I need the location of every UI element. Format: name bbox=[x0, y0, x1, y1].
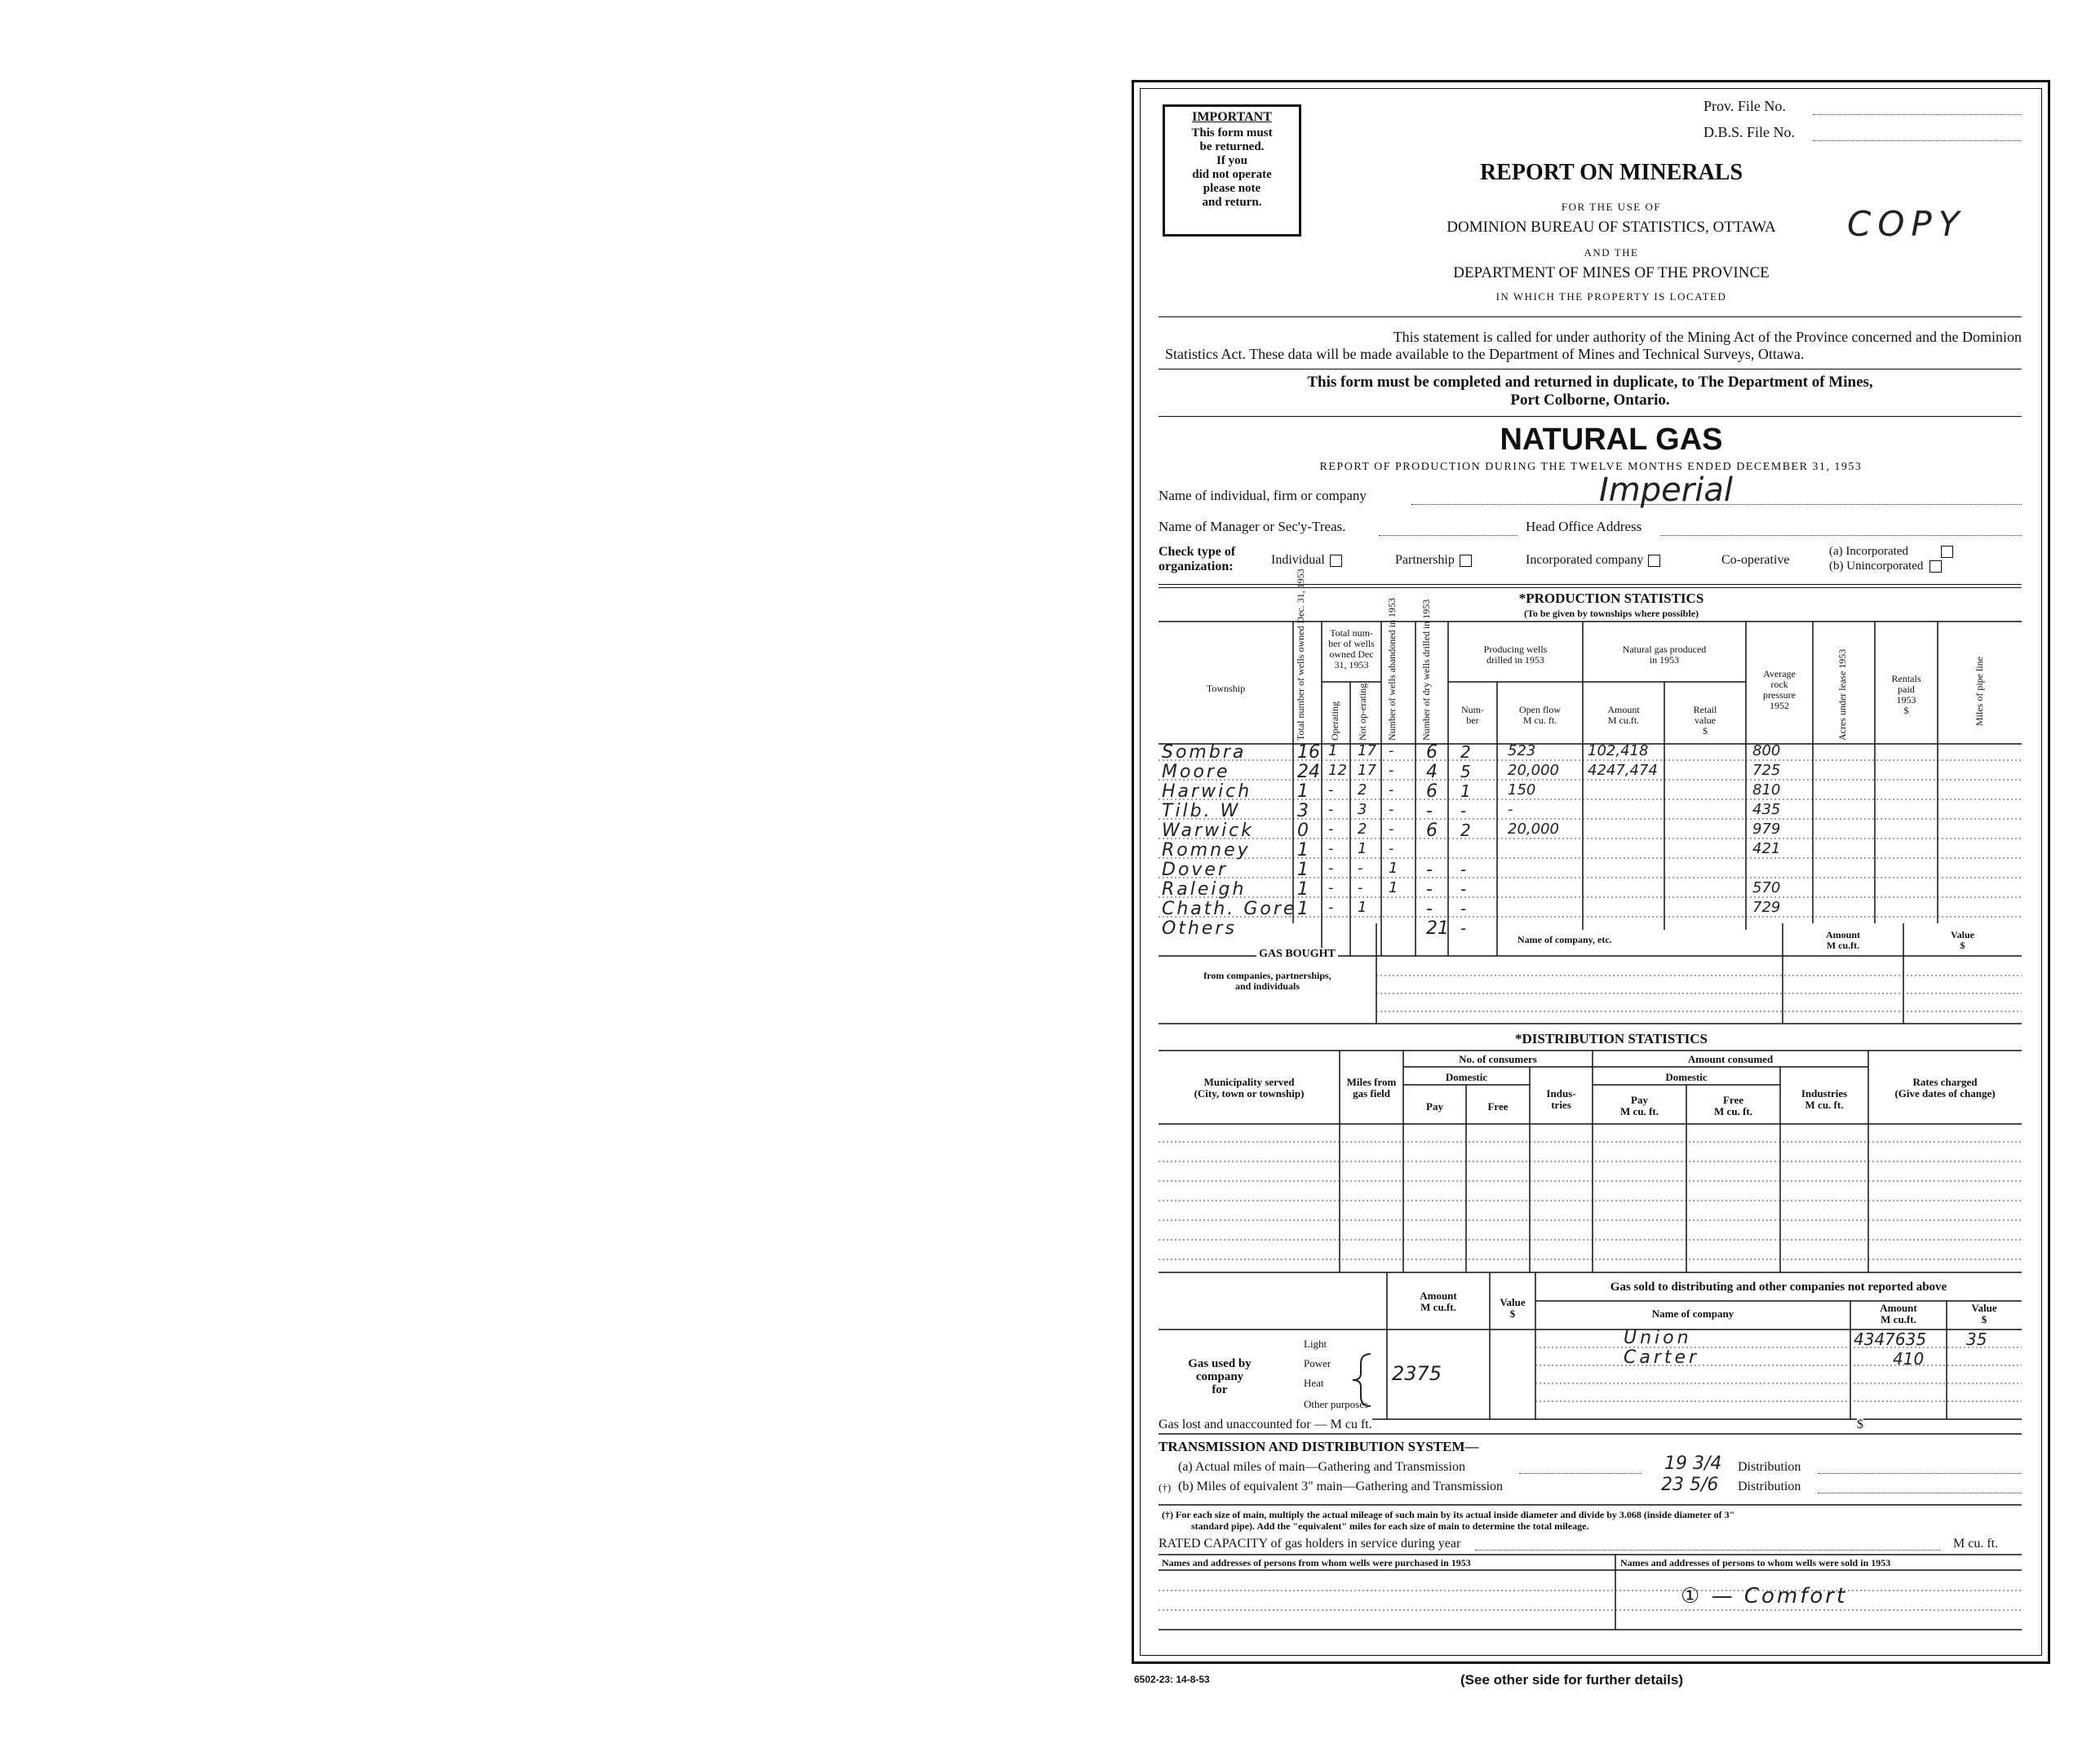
important-line: If you bbox=[1216, 154, 1247, 167]
gas-lost-label: Gas lost and unaccounted for — M cu ft. bbox=[1159, 1418, 1372, 1431]
footnote-line: standard pipe). Add the "equivalent" miles for each size of main to determine the total mileage. bbox=[1191, 1520, 1589, 1532]
distribution-a-field[interactable] bbox=[1818, 1473, 2022, 1474]
transmission-b-value: 23 5/6 bbox=[1661, 1475, 1719, 1495]
row-abandoned: - bbox=[1389, 801, 1394, 818]
row-township: Raleigh bbox=[1162, 879, 1247, 900]
row-township: Sombra bbox=[1162, 742, 1247, 763]
gas-bought-name-header: Name of company, etc. bbox=[1517, 934, 1612, 945]
row-township: Moore bbox=[1162, 762, 1230, 782]
row-pressure: 725 bbox=[1752, 762, 1781, 779]
col-natural-gas: Natural gas produced in 1953 bbox=[1622, 644, 1707, 666]
transmission-a-value: 19 3/4 bbox=[1664, 1453, 1722, 1474]
org-coop-a-label: (a) Incorporated bbox=[1829, 545, 1909, 558]
wells-sold-value: ① — Comfort bbox=[1681, 1584, 1848, 1608]
sold-amount-1: 4347635 bbox=[1854, 1329, 1927, 1349]
row-operating: - bbox=[1328, 801, 1334, 818]
row-township: Tilb. W bbox=[1162, 801, 1241, 821]
head-office-label: Head Office Address bbox=[1526, 519, 1642, 534]
row-township: Romney bbox=[1162, 840, 1251, 861]
row-pressure: 979 bbox=[1752, 821, 1781, 838]
sold-amount-2: 410 bbox=[1893, 1349, 1925, 1369]
row-total-wells: 16 bbox=[1297, 742, 1320, 763]
distribution-title: *DISTRIBUTION STATISTICS bbox=[1514, 1031, 1708, 1046]
row-total-wells: 1 bbox=[1297, 899, 1309, 919]
col-miles-from: Miles from gas field bbox=[1346, 1076, 1397, 1099]
manager-label: Name of Manager or Sec'y-Treas. bbox=[1159, 519, 1346, 534]
row-total-wells: 1 bbox=[1297, 781, 1309, 802]
important-line: and return. bbox=[1202, 196, 1262, 209]
row-number: - bbox=[1460, 899, 1467, 918]
sold-name-header: Name of company bbox=[1651, 1307, 1734, 1320]
col-dry-wells: Number of dry wells drilled in 1953 bbox=[1420, 599, 1432, 741]
important-line: please note bbox=[1203, 182, 1261, 195]
dagger-mark: (†) bbox=[1159, 1481, 1172, 1493]
col-municipality: Municipality served (City, town or township) bbox=[1194, 1076, 1305, 1099]
row-dry-wells: 6 bbox=[1426, 742, 1438, 763]
col-producing-wells: Producing wells drilled in 1953 bbox=[1483, 644, 1548, 666]
org-incorporated-label: Incorporated company bbox=[1526, 553, 1644, 567]
row-dry-wells: - bbox=[1426, 879, 1433, 900]
row-open-flow: - bbox=[1508, 801, 1513, 818]
row-open-flow: 150 bbox=[1508, 781, 1536, 799]
distribution-b-label: Distribution bbox=[1738, 1480, 1801, 1493]
row-township: Chath. Gore bbox=[1162, 899, 1297, 919]
row-pressure: 800 bbox=[1752, 742, 1781, 759]
row-operating: - bbox=[1328, 860, 1334, 877]
row-pressure: 421 bbox=[1752, 840, 1781, 857]
row-township: Warwick bbox=[1162, 821, 1255, 841]
row-number: - bbox=[1460, 801, 1467, 821]
return-address: Port Colborne, Ontario. bbox=[1510, 392, 1670, 409]
row-operating: - bbox=[1328, 899, 1334, 916]
row-not-operating: - bbox=[1358, 879, 1363, 896]
col-abandoned: Number of wells abandoned in 1953 bbox=[1386, 598, 1398, 741]
use-power: Power bbox=[1304, 1357, 1331, 1369]
col-pay: Pay bbox=[1426, 1100, 1443, 1113]
sold-amount-header: Amount M cu.ft. bbox=[1880, 1302, 1917, 1325]
heat-amount-value: 2375 bbox=[1392, 1362, 1442, 1385]
transmission-b: (b) Miles of equivalent 3" main—Gathering and Transmission bbox=[1178, 1480, 1504, 1493]
row-number: 2 bbox=[1460, 821, 1471, 840]
col-rentals: Rentals paid 1953 $ bbox=[1891, 673, 1921, 716]
row-number: 1 bbox=[1460, 781, 1471, 801]
production-title: *PRODUCTION STATISTICS bbox=[1518, 591, 1704, 606]
row-not-operating: 17 bbox=[1358, 742, 1376, 759]
report-title: REPORT ON MINERALS bbox=[1479, 160, 1743, 185]
col-retail: Retail value $ bbox=[1693, 704, 1717, 737]
row-open-flow: 20,000 bbox=[1508, 762, 1559, 779]
row-not-operating: 2 bbox=[1358, 821, 1367, 838]
row-not-operating: 1 bbox=[1358, 899, 1367, 916]
col-number: Num- ber bbox=[1461, 704, 1484, 726]
gas-bought-sub: from companies, partnerships, and individuals bbox=[1203, 970, 1331, 992]
col-rates: Rates charged (Give dates of change) bbox=[1894, 1076, 1996, 1099]
row-not-operating: 1 bbox=[1358, 840, 1367, 857]
header-line: DOMINION BUREAU OF STATISTICS, OTTAWA bbox=[1447, 219, 1776, 236]
row-total-wells: 1 bbox=[1297, 840, 1309, 861]
used-value-header: Value $ bbox=[1500, 1296, 1526, 1320]
col-amount: Amount M cu.ft. bbox=[1607, 704, 1640, 726]
important-line: be returned. bbox=[1199, 140, 1265, 153]
col-acres: Acres under lease 1953 bbox=[1836, 648, 1848, 741]
wells-purchased-label: Names and addresses of persons from whom wells were purchased in 1953 bbox=[1162, 1557, 1471, 1568]
row-abandoned: 1 bbox=[1389, 879, 1398, 896]
statement-line: Statistics Act. These data will be made available to the Department of Mines and Technical Surveys, Ottawa. bbox=[1165, 346, 1805, 362]
row-dry-wells: 4 bbox=[1426, 762, 1438, 782]
gas-bought-value-header: Value $ bbox=[1951, 929, 1974, 951]
org-type-line: Check type of bbox=[1159, 545, 1236, 559]
row-number: - bbox=[1460, 918, 1467, 938]
col-ind-consumed: Industries M cu. ft. bbox=[1801, 1087, 1848, 1111]
footnote bbox=[1162, 1509, 2022, 1532]
col-miles-pipe: Miles of pipe line bbox=[1974, 657, 1985, 726]
row-not-operating: 17 bbox=[1358, 762, 1376, 779]
sold-company-2: Carter bbox=[1624, 1347, 1700, 1368]
row-township: Dover bbox=[1162, 860, 1228, 880]
row-operating: - bbox=[1328, 840, 1334, 857]
natural-gas-title: NATURAL GAS bbox=[1500, 423, 1723, 457]
col-total-wells: Total number of wells owned Dec. 31, 1953 bbox=[1295, 569, 1306, 741]
row-number: - bbox=[1460, 879, 1467, 899]
use-light: Light bbox=[1304, 1338, 1327, 1350]
col-consumers: No. of consumers bbox=[1459, 1053, 1537, 1065]
row-open-flow: 523 bbox=[1508, 742, 1536, 759]
row-total-wells: 1 bbox=[1297, 879, 1309, 900]
col-operating: Operating bbox=[1329, 701, 1340, 741]
used-amount-header: Amount M cu.ft. bbox=[1420, 1290, 1457, 1313]
row-dry-wells: 6 bbox=[1426, 821, 1438, 841]
row-operating: 12 bbox=[1328, 762, 1347, 779]
row-operating: - bbox=[1328, 821, 1334, 838]
prov-file-label: Prov. File No. bbox=[1703, 98, 1786, 114]
col-free: Free bbox=[1487, 1100, 1509, 1113]
row-operating: - bbox=[1328, 879, 1334, 896]
org-individual-label: Individual bbox=[1271, 553, 1325, 567]
production-subtitle: (To be given by townships where possible) bbox=[1523, 608, 1699, 619]
important-line: did not operate bbox=[1192, 168, 1272, 181]
gas-used-label: Gas used by company for bbox=[1188, 1357, 1252, 1396]
row-dry-wells: 21 bbox=[1426, 918, 1449, 939]
row-pressure: 729 bbox=[1752, 899, 1781, 916]
col-industries: Indus- tries bbox=[1546, 1087, 1576, 1111]
col-township: Township bbox=[1206, 683, 1246, 694]
gas-bought-amount-header: Amount M cu.ft. bbox=[1825, 929, 1860, 951]
header-line: AND THE bbox=[1584, 246, 1639, 259]
row-operating: 1 bbox=[1328, 742, 1338, 759]
row-not-operating: 3 bbox=[1358, 801, 1367, 818]
row-not-operating: - bbox=[1358, 860, 1363, 877]
row-amount: 4247,474 bbox=[1588, 762, 1658, 779]
rated-capacity-field[interactable] bbox=[1475, 1550, 1940, 1551]
row-pressure: 810 bbox=[1752, 781, 1781, 799]
use-other: Other purposes bbox=[1304, 1398, 1369, 1410]
row-total-wells: 24 bbox=[1297, 762, 1320, 782]
row-township: Others bbox=[1162, 918, 1237, 939]
row-number: 5 bbox=[1460, 762, 1471, 781]
rated-unit: M cu. ft. bbox=[1953, 1537, 1999, 1551]
row-pressure: 570 bbox=[1752, 879, 1781, 896]
row-dry-wells: - bbox=[1426, 899, 1433, 919]
row-total-wells: 0 bbox=[1297, 821, 1309, 841]
see-other-side: (See other side for further details) bbox=[1460, 1672, 1683, 1688]
sold-title: Gas sold to distributing and other companies not reported above bbox=[1610, 1281, 1947, 1294]
rated-capacity-label: RATED CAPACITY of gas holders in service during year bbox=[1159, 1537, 1461, 1551]
col-pressure: Average rock pressure 1952 bbox=[1763, 668, 1796, 711]
row-not-operating: 2 bbox=[1358, 781, 1367, 799]
row-dry-wells: 6 bbox=[1426, 781, 1438, 802]
important-line: This form must bbox=[1191, 126, 1273, 139]
gas-lost-dollar: $ bbox=[1857, 1418, 1863, 1431]
row-number: - bbox=[1460, 860, 1467, 879]
gas-bought-title: GAS BOUGHT bbox=[1256, 948, 1338, 961]
org-coop-b-label: (b) Unincorporated bbox=[1829, 560, 1924, 573]
wells-sold-label: Names and addresses of persons to whom wells were sold in 1953 bbox=[1620, 1557, 1891, 1568]
use-heat: Heat bbox=[1304, 1377, 1324, 1389]
transmission-title: TRANSMISSION AND DISTRIBUTION SYSTEM— bbox=[1159, 1439, 1479, 1454]
dbs-file-label: D.B.S. File No. bbox=[1703, 124, 1796, 140]
copy-stamp: COPY bbox=[1847, 204, 1966, 244]
col-dom-pay: Pay M cu. ft. bbox=[1620, 1094, 1659, 1117]
form-code: 6502-23: 14-8-53 bbox=[1134, 1674, 1210, 1685]
statement-line: This statement is called for under authority of the Mining Act of the Province concerned and the Dominion bbox=[1393, 329, 2022, 345]
row-pressure: 435 bbox=[1752, 801, 1781, 818]
org-partnership-label: Partnership bbox=[1395, 553, 1455, 567]
col-amount-consumed: Amount consumed bbox=[1687, 1053, 1774, 1065]
sold-value-1: 35 bbox=[1966, 1329, 1987, 1349]
header-line: DEPARTMENT OF MINES OF THE PROVINCE bbox=[1453, 264, 1770, 281]
row-open-flow: 20,000 bbox=[1508, 821, 1559, 838]
row-total-wells: 3 bbox=[1297, 801, 1309, 821]
sold-value-header: Value $ bbox=[1971, 1302, 1997, 1325]
company-name-value: Imperial bbox=[1599, 471, 1733, 509]
row-abandoned: - bbox=[1389, 742, 1394, 759]
row-dry-wells: - bbox=[1426, 801, 1433, 821]
distribution-a-label: Distribution bbox=[1738, 1460, 1801, 1474]
row-operating: - bbox=[1328, 781, 1334, 799]
company-name-label: Name of individual, firm or company bbox=[1159, 488, 1367, 503]
col-open-flow: Open flow M cu. ft. bbox=[1519, 704, 1561, 726]
org-coop-label: Co-operative bbox=[1721, 553, 1790, 567]
row-abandoned: - bbox=[1389, 781, 1394, 799]
col-not-operating: Not op-erating bbox=[1357, 683, 1368, 741]
transmission-a: (a) Actual miles of main—Gathering and Transmission bbox=[1178, 1460, 1465, 1474]
row-abandoned: - bbox=[1389, 821, 1394, 838]
header-line: FOR THE USE OF bbox=[1561, 201, 1662, 213]
row-abandoned: - bbox=[1389, 840, 1394, 857]
return-instruction: This form must be completed and returned in duplicate, to The Department of Mines, bbox=[1307, 374, 1873, 391]
row-township: Harwich bbox=[1162, 781, 1252, 802]
org-type-line: organization: bbox=[1159, 560, 1234, 573]
header-line: IN WHICH THE PROPERTY IS LOCATED bbox=[1495, 290, 1727, 303]
row-number: 2 bbox=[1460, 742, 1471, 762]
col-dom-consumed: Domestic bbox=[1665, 1071, 1708, 1083]
col-dom-free: Free M cu. ft. bbox=[1714, 1094, 1752, 1117]
row-abandoned: 1 bbox=[1389, 860, 1398, 877]
col-domestic: Domestic bbox=[1445, 1071, 1488, 1083]
sold-company-1: Union bbox=[1624, 1328, 1692, 1348]
transmission-a-field[interactable] bbox=[1519, 1473, 1641, 1474]
report-period: REPORT OF PRODUCTION DURING THE TWELVE MONTHS ENDED DECEMBER 31, 1953 bbox=[1319, 461, 1863, 473]
row-amount: 102,418 bbox=[1588, 742, 1649, 759]
row-total-wells: 1 bbox=[1297, 860, 1309, 880]
col-total-num: Total num- ber of wells owned Dec 31, 1953 bbox=[1328, 627, 1375, 670]
row-dry-wells: - bbox=[1426, 860, 1433, 880]
important-title: IMPORTANT bbox=[1192, 110, 1272, 124]
footnote-line: (†) For each size of main, multiply the actual mileage of such main by its actual inside diameter and divide by 3.068 (inside diameter of 3" bbox=[1162, 1509, 1735, 1520]
row-abandoned: - bbox=[1389, 762, 1394, 779]
